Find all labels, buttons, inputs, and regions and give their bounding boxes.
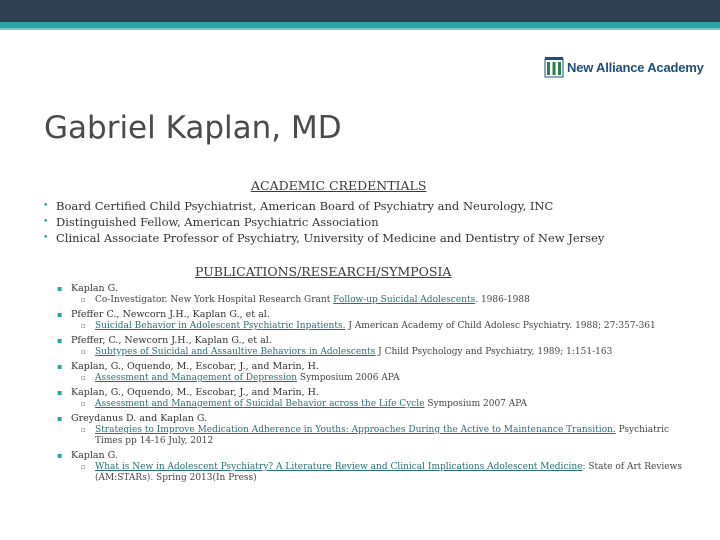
publications-heading: PUBLICATIONS/RESEARCH/SYMPOSIA	[195, 264, 452, 279]
brand-logo	[544, 56, 704, 78]
publication-detail	[81, 373, 691, 384]
publication-link[interactable]: Assessment and Management of Depression	[95, 373, 298, 383]
publication-author: Kaplan, G., Oquendo, M., Escobar, J., and Marin, H.	[71, 361, 319, 372]
sub-bullet-icon: ▫	[81, 374, 86, 382]
bullet-icon: ▪	[57, 388, 63, 397]
credentials-heading: ACADEMIC CREDENTIALS	[251, 178, 427, 193]
bullet-icon: ▪	[57, 414, 63, 423]
publication-link[interactable]: Assessment and Management of Suicidal Behavior across the Life Cycle	[95, 399, 425, 409]
publication-detail	[81, 425, 691, 447]
publication-item	[57, 282, 691, 306]
publication-item	[57, 360, 691, 384]
sub-bullet-icon: ▫	[81, 322, 86, 330]
credential-item: • Clinical Associate Professor of Psychiatry, University of Medicine and Dentistry of New Jersey	[56, 230, 604, 246]
publication-item	[57, 334, 691, 358]
publication-item	[57, 412, 691, 447]
publication-item	[57, 308, 691, 332]
publication-detail-post: J American Academy of Child Adolesc Psychiatry. 1988; 27:357-361	[345, 321, 656, 331]
publication-author: Greydanus D. and Kaplan G.	[71, 413, 208, 424]
publication-item	[57, 449, 691, 484]
publication-detail	[81, 295, 691, 306]
publication-detail	[81, 462, 691, 484]
publication-author: Kaplan, G., Oquendo, M., Escobar, J., and Marin, H.	[71, 387, 319, 398]
page-title: Gabriel Kaplan, MD	[44, 110, 342, 146]
publication-detail	[81, 347, 691, 358]
publication-item	[57, 386, 691, 410]
publication-detail-post: Symposium 2006 APA	[297, 373, 400, 383]
credential-item: • Board Certified Child Psychiatrist, American Board of Psychiatry and Neurology, INC	[56, 198, 604, 214]
bullet-icon: ▪	[57, 310, 63, 319]
publication-link[interactable]: Suicidal Behavior in Adolescent Psychiatric Inpatients.	[95, 321, 346, 331]
publications-list	[57, 282, 691, 486]
header-accent-stripe	[0, 28, 720, 30]
publication-detail	[81, 321, 691, 332]
publication-detail-post: J Child Psychology and Psychiatry, 1989; 1:151-163	[375, 347, 613, 357]
publication-author: Kaplan G.	[71, 283, 118, 294]
bullet-icon: ▪	[57, 451, 63, 460]
sub-bullet-icon: ▫	[81, 348, 86, 356]
publication-author: Kaplan G.	[71, 450, 118, 461]
publication-link[interactable]: Follow-up Suicidal Adolescents	[333, 295, 476, 305]
building-icon	[544, 56, 564, 78]
publication-detail-post: Symposium 2007 APA	[424, 399, 527, 409]
publication-link[interactable]: Subtypes of Suicidal and Assaultive Behaviors in Adolescents	[95, 347, 376, 357]
publication-detail	[81, 399, 691, 410]
brand-name: New Alliance Academy	[567, 59, 704, 75]
publication-detail-post: Psychiatric Times pp 14-16 July, 2012	[95, 425, 669, 446]
publication-link[interactable]: Strategies to Improve Medication Adherence in Youths: Approaches During the Active to Maintenance Transition.	[95, 425, 616, 435]
bullet-icon: ▪	[57, 336, 63, 345]
publication-author: Pfeffer, C., Newcorn J.H., Kaplan G., et al.	[71, 335, 272, 346]
bullet-icon: ▪	[57, 284, 63, 293]
credential-item: • Distinguished Fellow, American Psychiatric Association	[56, 214, 604, 230]
header-bar	[0, 0, 720, 22]
sub-bullet-icon: ▫	[81, 296, 86, 304]
credentials-list	[56, 198, 604, 246]
sub-bullet-icon: ▫	[81, 463, 86, 471]
publication-link[interactable]: What is New in Adolescent Psychiatry? A Literature Review and Clinical Implications Adolescent Medicine	[95, 462, 583, 472]
publication-author: Pfeffer C., Newcorn J.H., Kaplan G., et al.	[71, 309, 270, 320]
sub-bullet-icon: ▫	[81, 426, 86, 434]
publication-detail-pre: Co-Investigator. New York Hospital Research Grant	[95, 295, 334, 305]
publication-detail-post: : State of Art Reviews (AM:STARs). Spring 2013(In Press)	[95, 462, 682, 483]
publication-detail-post: . 1986-1988	[475, 295, 530, 305]
bullet-icon: ▪	[57, 362, 63, 371]
sub-bullet-icon: ▫	[81, 400, 86, 408]
